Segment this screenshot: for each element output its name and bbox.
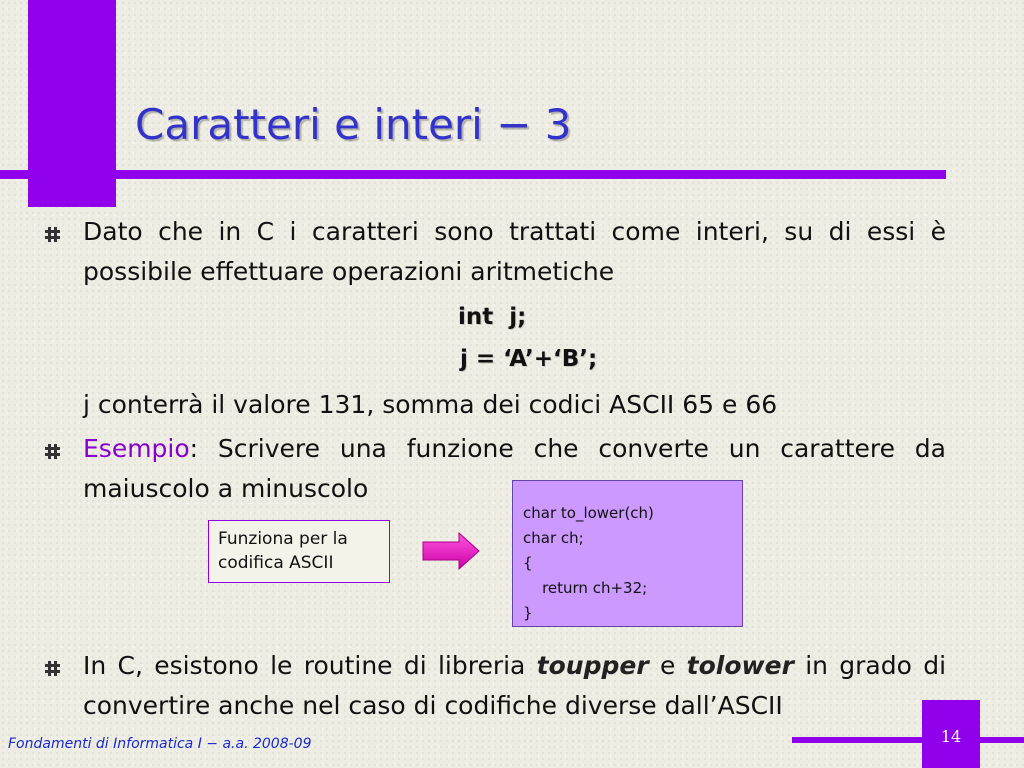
tolower-function: tolower [686,651,794,680]
ascii-note-box: Funziona per la codifica ASCII [208,520,390,583]
bullet-3-conjunction: e [648,651,687,680]
bullet-1-text: Dato che in C i caratteri sono trattati come interi, su di essi è possibile effettuare operazioni aritmetiche [83,217,946,286]
example-highlight: Esempio [83,434,190,463]
code-declaration: int j; [458,304,527,330]
toupper-function: toupper [536,651,649,680]
right-arrow-icon [421,532,481,570]
hash-bullet-icon [45,226,60,243]
code-line: { [523,554,533,572]
bullet-1-result: j conterrà il valore 131, somma dei codici ASCII 65 e 66 [83,390,778,419]
decorative-title-underline [0,170,946,179]
hash-bullet-icon [45,660,60,677]
footer-line [980,737,1024,743]
bullet-3-lead: In C, esistono le routine di libreria [83,651,537,680]
footer-line [792,737,922,743]
to-lower-code-box [512,480,743,627]
code-assignment: j = ‘A’+‘B’; [460,346,598,372]
slide-title: Caratteri e interi − 3 [135,100,572,149]
footer-course: Fondamenti di Informatica I − a.a. 2008-09 [8,736,312,752]
code-line: char to_lower(ch) [523,504,654,522]
bullet-2-body: : Scrivere una funzione che converte un carattere da maiuscolo a minuscolo [83,434,946,503]
bullet-3-text [83,646,946,726]
bullet-3-tail: in grado di convertire anche nel caso di codifiche diverse dall’ASCII [83,651,947,720]
code-line: } [523,604,533,622]
page-number: 14 [940,727,962,746]
code-line: return ch+32; [523,579,648,597]
hash-bullet-icon [45,443,60,460]
code-line: char ch; [523,529,584,547]
